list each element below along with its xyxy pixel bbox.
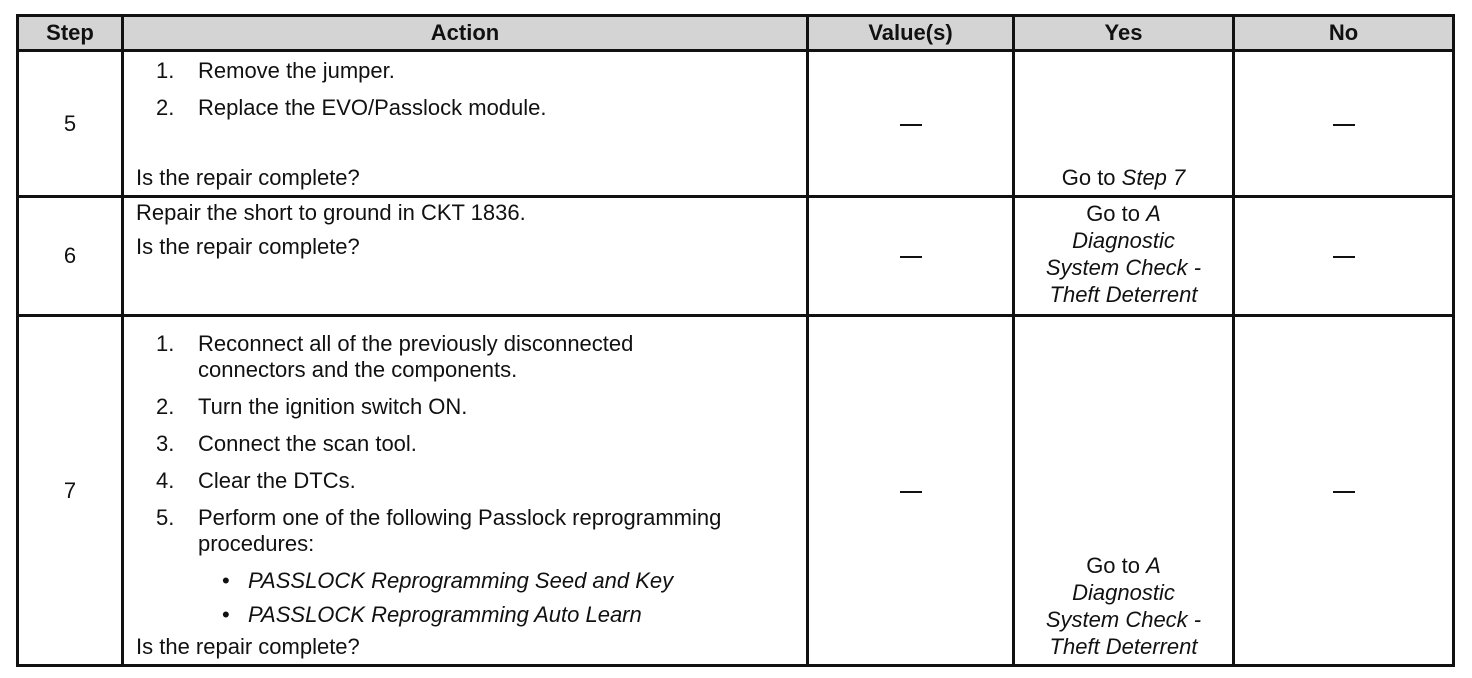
yes-cell: Go to A Diagnostic System Check - Theft Deterrent: [1014, 197, 1234, 316]
header-step: Step: [18, 16, 123, 51]
question-text: Is the repair complete?: [136, 165, 360, 190]
header-no: No: [1234, 16, 1454, 51]
table-row-step-6: [18, 197, 1454, 316]
step-number: 5: [18, 51, 123, 197]
value-cell: [808, 51, 1014, 197]
table-row-step-5: [18, 51, 1454, 197]
dash-mark: [900, 491, 922, 493]
action-cell: [123, 51, 808, 197]
header-action: Action: [123, 16, 808, 51]
bullet-item[interactable]: • PASSLOCK Reprogramming Auto Learn: [222, 602, 642, 627]
no-cell: [1234, 51, 1454, 197]
dash-mark: [900, 256, 922, 258]
diagnostic-table: [16, 14, 1455, 667]
header-row: [18, 16, 1454, 51]
yes-cell: Go to Step 7: [1014, 51, 1234, 197]
value-cell: [808, 316, 1014, 666]
no-cell: [1234, 316, 1454, 666]
list-item: 1. Remove the jumper.: [156, 58, 395, 83]
dash-mark: [1333, 124, 1355, 126]
header-values: Value(s): [808, 16, 1014, 51]
bullet-icon: •: [222, 568, 230, 593]
step-number: 7: [18, 316, 123, 666]
bullet-item[interactable]: • PASSLOCK Reprogramming Seed and Key: [222, 568, 674, 593]
yes-link[interactable]: Step 7: [1121, 165, 1186, 190]
list-item: 1. Reconnect all of the previously disconnected connectors and the components.: [156, 331, 634, 382]
list-item: 2. Replace the EVO/Passlock module.: [156, 95, 547, 120]
dash-mark: [1333, 256, 1355, 258]
dash-mark: [900, 124, 922, 126]
table-row-step-7: [18, 316, 1454, 666]
header-yes: Yes: [1014, 16, 1234, 51]
list-item: 2. Turn the ignition switch ON.: [156, 394, 468, 419]
list-item: 5. Perform one of the following Passlock reprogramming procedures:: [156, 505, 722, 556]
list-item: 4. Clear the DTCs.: [156, 468, 356, 493]
question-text: Is the repair complete?: [136, 234, 360, 259]
dash-mark: [1333, 491, 1355, 493]
action-cell: [123, 316, 808, 666]
list-item: 3. Connect the scan tool.: [156, 431, 417, 456]
value-cell: [808, 197, 1014, 316]
yes-cell: Go to A Diagnostic System Check - Theft Deterrent: [1014, 316, 1234, 666]
action-text: Repair the short to ground in CKT 1836.: [136, 200, 526, 225]
bullet-icon: •: [222, 602, 230, 627]
yes-link[interactable]: A: [1146, 553, 1161, 578]
step-number: 6: [18, 197, 123, 316]
no-cell: [1234, 197, 1454, 316]
yes-link[interactable]: A: [1146, 201, 1161, 226]
question-text: Is the repair complete?: [136, 634, 360, 659]
action-cell: [123, 197, 808, 316]
